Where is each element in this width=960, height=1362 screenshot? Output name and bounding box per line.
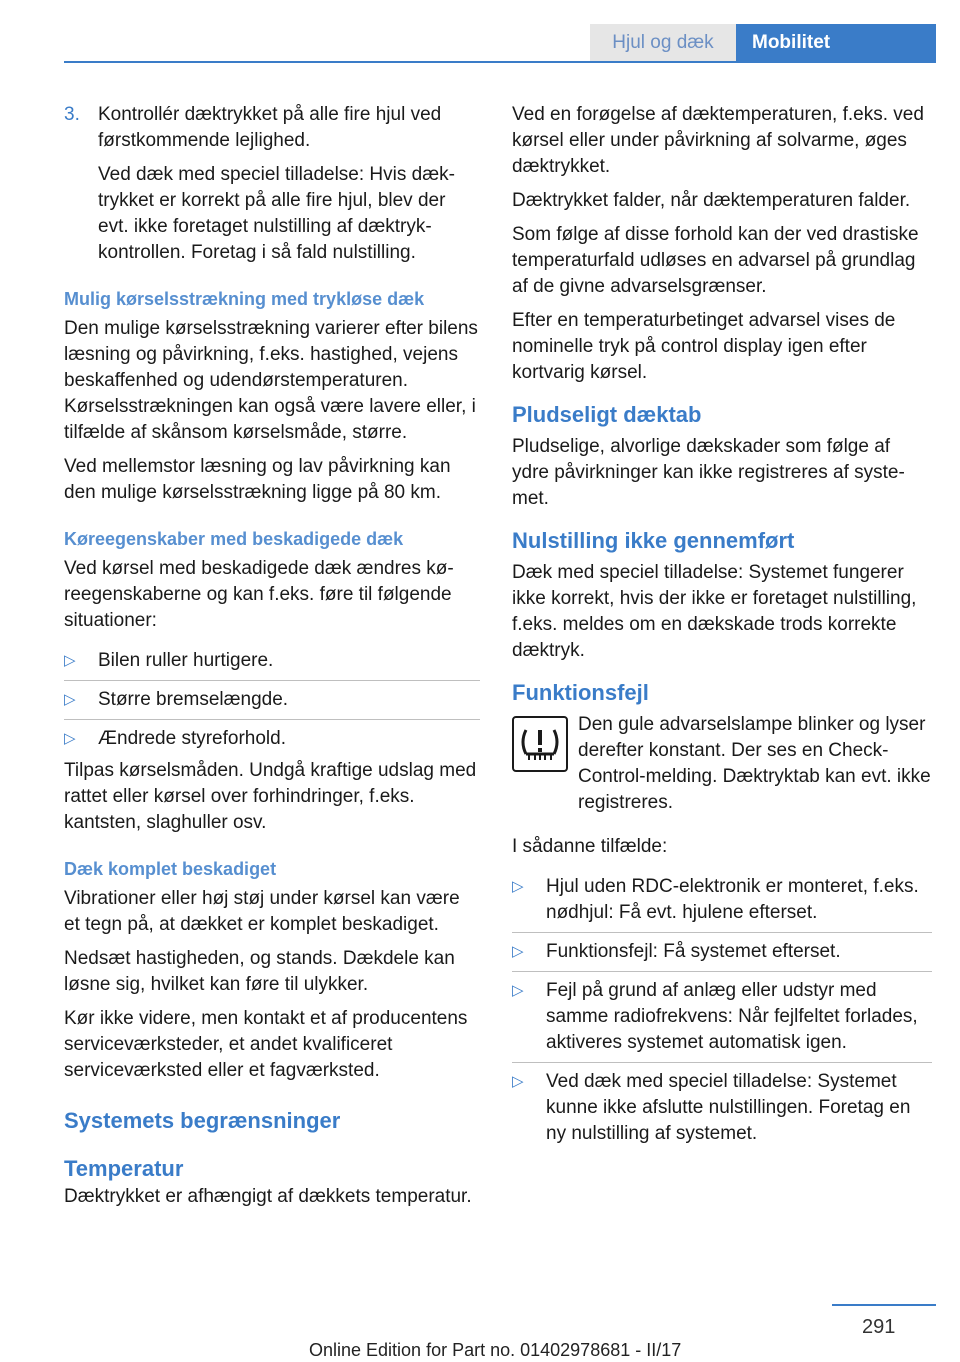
paragraph: Nedsæt hastigheden, og stands. Dækdele kan løsne sig, hvilket kan føre til ulykker. [64,948,455,995]
paragraph: Dæktrykket falder, når dæktemperaturen falder. [512,190,911,211]
paragraph: Efter en temperaturbetinget advarsel vises de nominelle tryk på control display igen efter kortvarig kørsel. [512,310,896,383]
heading-sudden-loss: Pludseligt dæktab [512,402,702,427]
triangle-bullet-icon: ▷ [64,691,76,708]
tire-pressure-warning-icon [512,716,568,772]
paragraph: Den mulige kørselsstrækning varierer efter bilens læsning og påvirkning, f.eks. hastighed, vejens beskaffenhed og udendørstemperaturen. Kørselsstrækningen kan også være lavere eller, i tilfælde af skånsom kørselsmåde, større. [64,318,478,443]
malfunction-list [512,868,932,1147]
triangle-bullet-icon: ▷ [512,982,524,999]
list-item: ▷ Ved dæk med speciel tilladelse: Systemet kunne ikke afslutte nulstillingen. Foretag en ny nulstilling af systemet. [512,1062,932,1147]
numbered-step [64,102,480,266]
triangle-bullet-icon: ▷ [64,730,76,747]
header-rule [64,61,936,63]
paragraph: Den gule advarselslampe blinker og lyser derefter konstant. Der ses en Check-Control-melding. Dæktryktab kan evt. ikke registreres. [578,714,931,813]
paragraph: Ved kørsel med beskadigede dæk ændres køreegenskaberne og kan f.eks. føre til følgende situationer: [64,558,454,631]
heading-temperature: Temperatur [64,1156,184,1181]
right-column [512,102,932,1153]
list-item: ▷ Hjul uden RDC-elektronik er monteret, f.eks. nødhjul: Få evt. hjulene efterset. [512,868,932,926]
triangle-bullet-icon: ▷ [512,878,524,895]
heading-limitations: Systemets begrænsninger [64,1108,341,1133]
handling-list [64,642,480,752]
paragraph: Kør ikke videre, men kontakt et af producentens serviceværksteder, et andet kvalificeret serviceværksted eller et fagværksted. [64,1008,468,1081]
list-item: ▷ Funktionsfejl: Få systemet efterset. [512,932,932,965]
list-item: ▷ Ændrede styreforhold. [64,719,480,752]
paragraph: Pludselige, alvorlige dækskader som følge af ydre påvirkninger kan ikke registreres af systemet. [512,436,905,509]
list-item: ▷ Fejl på grund af anlæg eller udstyr med samme radiofrekvens: Når fejlfeltet forlades, aktiveres systemet automatisk igen. [512,971,932,1056]
malfunction-block [512,712,932,824]
paragraph: Som følge af disse forhold kan der ved drastiske temperaturfald udløses en advarsel på grundlag af de givne advarselsgrænser. [512,224,919,297]
paragraph: Ved mellemstor læsning og lav påvirkning kan den mulige kørselsstrækning ligge på 80 km. [64,456,451,503]
chapter-tab: Mobilitet [736,24,936,63]
list-item: ▷ Større bremselængde. [64,680,480,713]
paragraph: Dæk med speciel tilladelse: Systemet fungerer ikke korrekt, hvis der ikke er foretaget nulstilling, f.eks. meldes om en dækskade trods korrekte dæktryk. [512,562,917,661]
paragraph: Dæktrykket er afhængigt af dækkets temperatur. [64,1186,472,1207]
heading-handling: Køreegenskaber med beskadigede dæk [64,529,404,549]
edition-note: Online Edition for Part no. 01402978681 - II/17 [309,1340,682,1360]
step-text: Kontrollér dæktrykket på alle fire hjul ved førstkommende lejlighed. [98,104,442,151]
page-number: 291 [862,1316,896,1338]
paragraph: Tilpas kørselsmåden. Undgå kraftige udslag med rattet eller kørsel over forhindringer, f.eks. kantsten, slaghuller osv. [64,760,477,833]
footer-rule [832,1304,936,1306]
heading-damaged: Dæk komplet beskadiget [64,859,277,879]
step-note: Ved dæk med speciel tilladelse: Hvis dæktrykket er korrekt på alle fire hjul, blev der evt. ikke foretaget nulstilling af dæktrykkontrollen. Foretag i så fald nulstilling. [98,164,455,263]
page-header [0,24,960,62]
section-tab: Hjul og dæk [590,24,736,61]
paragraph: I sådanne tilfælde: [512,836,668,857]
heading-range: Mulig kørselsstrækning med trykløse dæk [64,289,425,309]
triangle-bullet-icon: ▷ [512,943,524,960]
step-number: 3. [64,104,80,125]
paragraph: Vibrationer eller høj støj under kørsel kan være et tegn på, at dækket er komplet beskadiget. [64,888,460,935]
triangle-bullet-icon: ▷ [512,1073,524,1090]
heading-malfunction: Funktionsfejl [512,680,649,705]
triangle-bullet-icon: ▷ [64,652,76,669]
left-column [64,102,480,1218]
paragraph: Ved en forøgelse af dæktemperaturen, f.eks. ved kørsel eller under påvirkning af solvarme, øges dæktrykket. [512,104,924,177]
heading-reset-not-done: Nulstilling ikke gennemført [512,528,795,553]
list-item: ▷ Bilen ruller hurtigere. [64,642,480,674]
